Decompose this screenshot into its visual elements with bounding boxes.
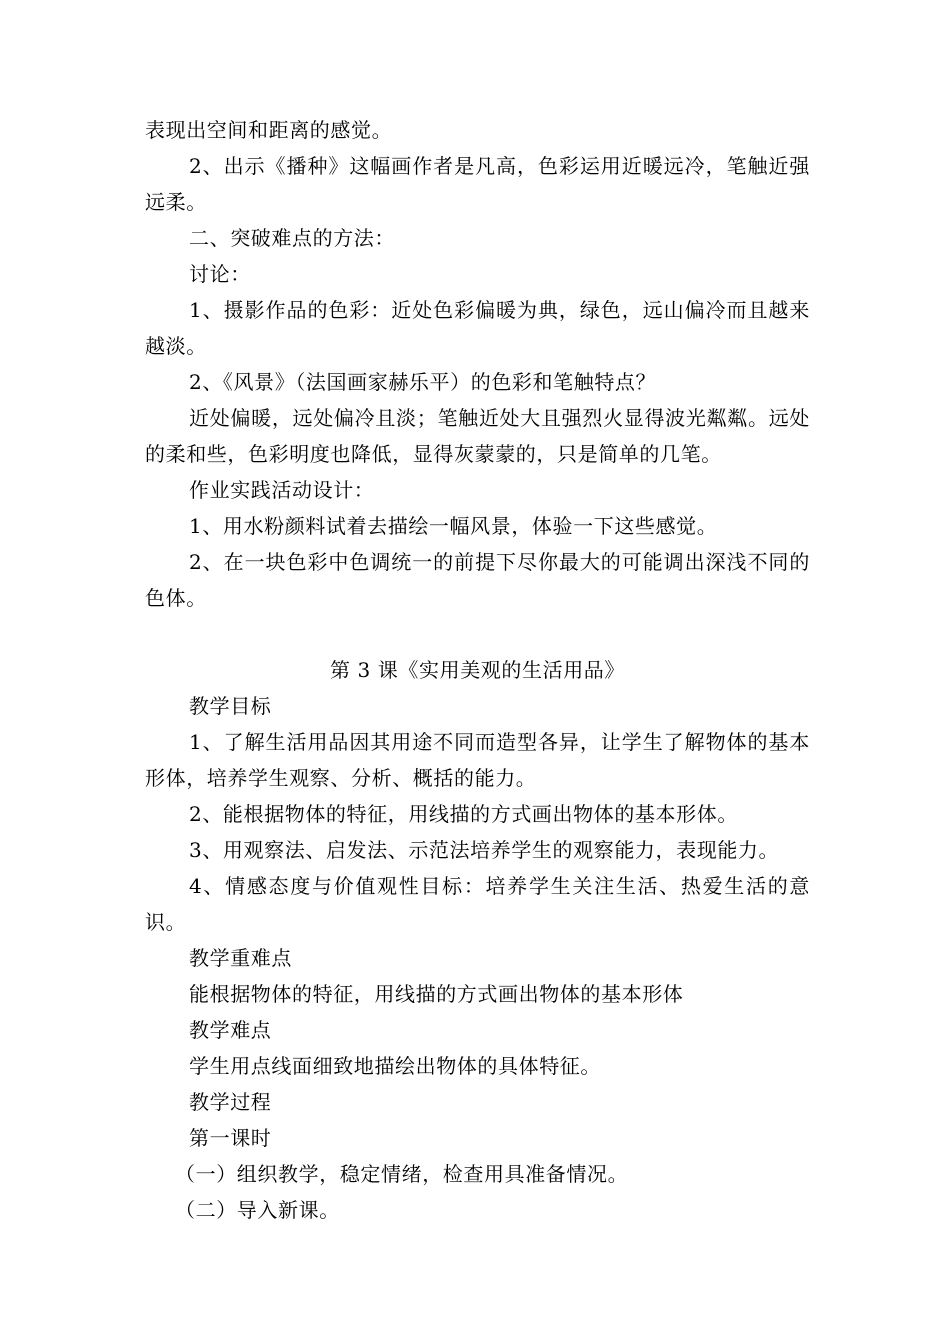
paragraph: 表现出空间和距离的感觉。 (145, 118, 393, 142)
lesson-title: 第 3 课《实用美观的生活用品》 (329, 658, 626, 682)
paragraph: 4、情感态度与价值观性目标：培养学生关注生活、热爱生活的意识。 (145, 874, 810, 934)
paragraph: 能根据物体的特征，用线描的方式画出物体的基本形体 (189, 982, 684, 1006)
section-heading: 教学重难点 (189, 946, 292, 970)
document-body (145, 112, 810, 1228)
paragraph: 2、出示《播种》这幅画作者是凡高，色彩运用近暖远冷，笔触近强远柔。 (145, 154, 810, 214)
paragraph: 1、摄影作品的色彩：近处色彩偏暖为典，绿色，远山偏冷而且越来越淡。 (145, 298, 810, 358)
section-heading: 教学难点 (189, 1018, 272, 1042)
section-heading: 教学目标 (189, 694, 272, 718)
paragraph: 近处偏暖，远处偏冷且淡；笔触近处大且强烈火显得波光粼粼。远处的柔和些，色彩明度也降低，显得灰蒙蒙的，只是简单的几笔。 (145, 406, 810, 466)
paragraph: 2、能根据物体的特征，用线描的方式画出物体的基本形体。 (189, 802, 738, 826)
section-heading: 教学过程 (189, 1090, 272, 1114)
paragraph: 3、用观察法、启发法、示范法培养学生的观察能力，表现能力。 (189, 838, 780, 862)
paragraph: 讨论： (189, 262, 251, 286)
section-heading: 二、突破难点的方法： (189, 226, 395, 250)
paragraph: 2、在一块色彩中色调统一的前提下尽你最大的可能调出深浅不同的色体。 (145, 550, 810, 610)
paragraph: 1、用水粉颜料试着去描绘一幅风景，体验一下这些感觉。 (189, 514, 718, 538)
paragraph: 学生用点线面细致地描绘出物体的具体特征。 (189, 1054, 601, 1078)
paragraph: 2、《风景》（法国画家赫乐平）的色彩和笔触特点？ (189, 370, 657, 394)
paragraph: 第一课时 (189, 1126, 272, 1150)
paragraph: 1、了解生活用品因其用途不同而造型各异，让学生了解物体的基本形体，培养学生观察、分析、概括的能力。 (145, 730, 810, 790)
section-heading: 作业实践活动设计： (189, 478, 375, 502)
paragraph: （一）组织教学，稳定情绪，检查用具准备情况。 (175, 1162, 629, 1186)
paragraph: （二）导入新课。 (175, 1198, 340, 1222)
